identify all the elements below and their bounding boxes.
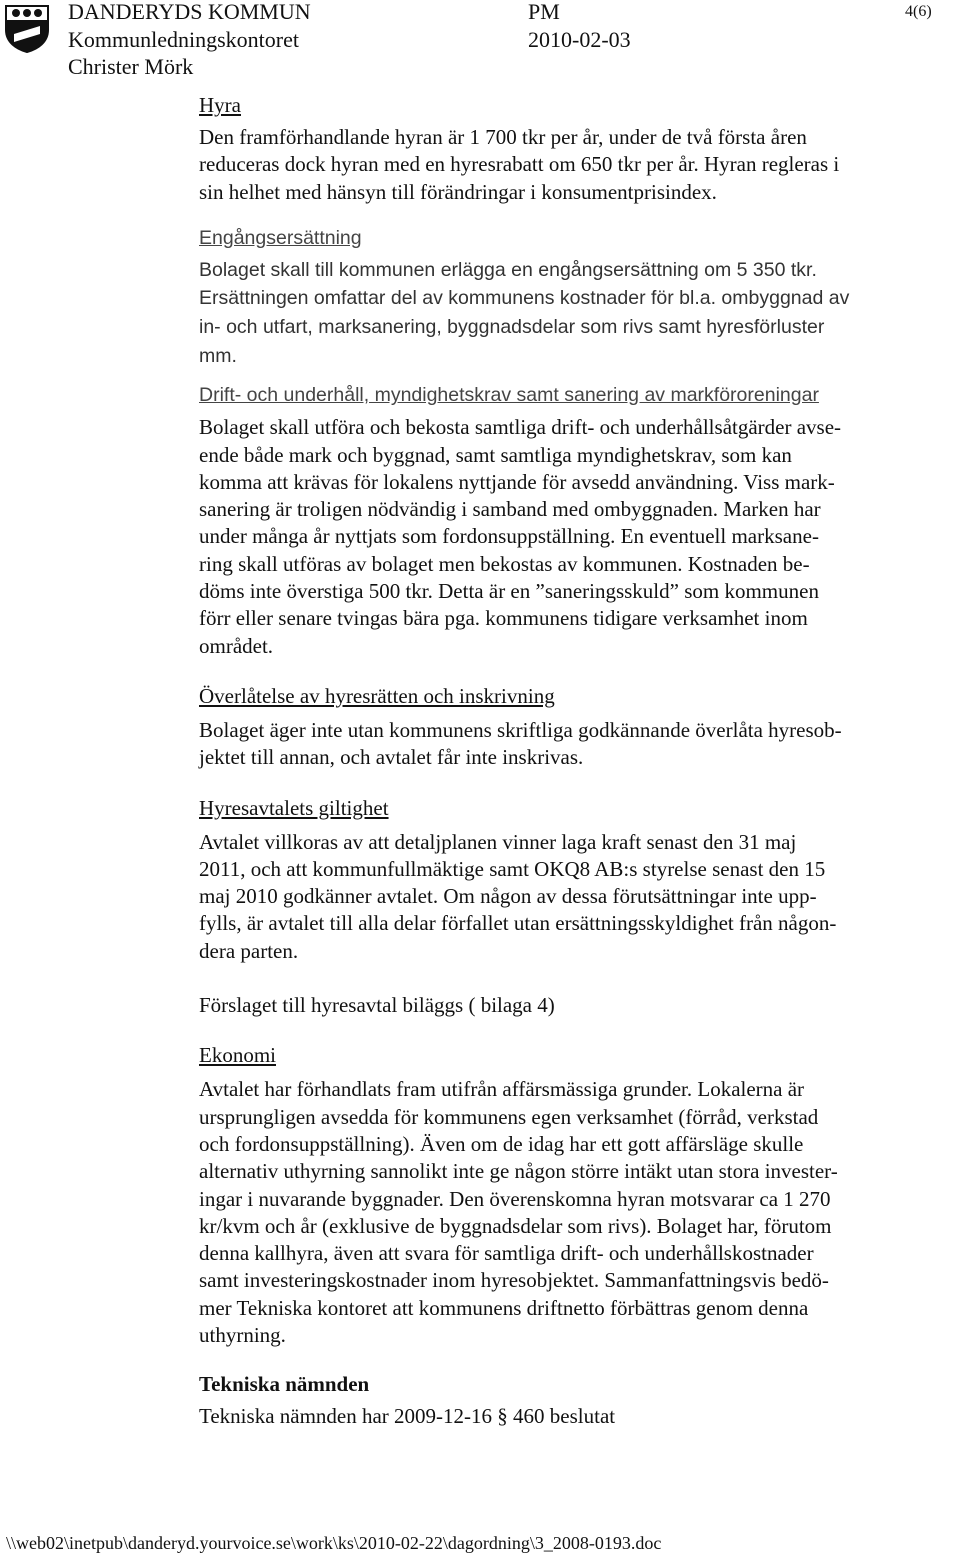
section-paragraph: Bolaget äger inte utan kommunens skriftliga godkännande överlåta hyresob- jektet till annan, och avtalet får inte inskrivas. bbox=[199, 717, 842, 770]
section-heading: Hyra bbox=[199, 93, 241, 117]
header-person: Christer Mörk bbox=[68, 54, 194, 79]
header-doc-type: PM bbox=[528, 0, 560, 24]
section-bilaga bbox=[199, 992, 929, 1019]
section-paragraph: Avtalet har förhandlats fram utifrån affärsmässiga grunder. Lokalerna är ursprungligen avsedda för kommunens egen verksamhet (förråd, verkstad och fordonsuppställning). Även om de idag har ett gott affärsläge skulle alternativ uthyrning sannolikt inte ge någon större intäkt utan stora invester- ingar i nuvarande byggnader. Den överenskomna hyran motsvarar ca 1 270 kr/kvm och år (exklusive de byggnadsdelar som rivs). Bolaget har, förutom denna kallhyra, även att svara för samtliga drift- och underhållskostnader samt investeringskostnader inom hyresobjektet. Sammanfattningsvis bedö- mer Tekniska kontoret att kommunens driftnetto förbättras genom denna uthyrning. bbox=[199, 1077, 838, 1347]
section-heading: Ekonomi bbox=[199, 1043, 276, 1068]
section-paragraph: Avtalet villkoras av att detaljplanen vinner laga kraft senast den 31 maj 2011, och att kommunfullmäktige samt OKQ8 AB:s styrelse senast den 15 maj 2010 godkänner avtalet. Om någon av dessa förutsättningar inte upp- fylls, är avtalet till alla delar förfallet utan ersättningsskyldighet från någon- dera parten. bbox=[199, 829, 837, 963]
section-paragraph: Förslaget till hyresavtal biläggs ( bilaga 4) bbox=[199, 993, 555, 1018]
section-heading: Engångsersättning bbox=[199, 226, 362, 249]
section-heading: Hyresavtalets giltighet bbox=[199, 795, 389, 820]
section-heading: Drift- och underhåll, myndighetskrav samt sanering av markföroreningar bbox=[199, 384, 819, 407]
document-body bbox=[199, 92, 929, 1431]
header-department: Kommunledningskontoret bbox=[68, 27, 299, 52]
section-hyresavtalets-giltighet bbox=[199, 795, 929, 965]
section-paragraph: Bolaget skall till kommunen erlägga en engångsersättning om 5 350 tkr. Ersättningen omfattar del av kommunens kostnader för bl.a. ombyggnad av in- och utfart, marksanering, byggnadsdelar som rivs samt hyresförluster mm. bbox=[199, 258, 850, 367]
section-engangsersattning bbox=[199, 225, 929, 370]
section-drift-underhall bbox=[199, 382, 929, 660]
coat-of-arms-logo bbox=[4, 4, 50, 54]
section-heading: Överlåtelse av hyresrätten och inskrivning bbox=[199, 683, 555, 708]
section-hyra bbox=[199, 92, 929, 206]
section-paragraph: Tekniska nämnden har 2009-12-16 § 460 beslutat bbox=[199, 1404, 616, 1429]
section-ekonomi bbox=[199, 1042, 929, 1349]
section-overlatelse bbox=[199, 683, 929, 772]
section-tekniska-namnden bbox=[199, 1371, 929, 1430]
page-number: 4(6) bbox=[905, 3, 932, 20]
footer-file-path: \\web02\inetpub\danderyd.yourvoice.se\work\ks\2010-02-22\dagordning\3_2008-0193.doc bbox=[6, 1533, 662, 1553]
section-paragraph: Bolaget skall utföra och bekosta samtliga drift- och underhållsåtgärder avse- ende både mark och byggnad, samt samtliga myndighetskrav, som kan komma att krävas för lokalens nyttjande för avsedd användning. Viss mark- sanering är troligen nödvändig i samband med ombyggnaden. Marken har under många år nyttjats som fordonsuppställning. En eventuell marksane- ring skall utföras av bolaget men bekostas av kommunen. Kostnaden be- döms inte överstiga 500 tkr. Detta är en ”saneringsskuld” som kommunen förr eller senare tvingas bära pga. kommunens tidigare verksamhet inom området. bbox=[199, 415, 842, 658]
section-paragraph: Den framförhandlande hyran är 1 700 tkr per år, under de två första åren reduceras dock hyran med en hyresrabatt om 650 tkr per år. Hyran regleras i sin helhet med hänsyn till förändringar i konsumentprisindex. bbox=[199, 125, 840, 204]
section-heading: Tekniska nämnden bbox=[199, 1372, 370, 1397]
header-organization: DANDERYDS KOMMUN bbox=[68, 0, 311, 24]
header-date: 2010-02-03 bbox=[528, 27, 631, 52]
